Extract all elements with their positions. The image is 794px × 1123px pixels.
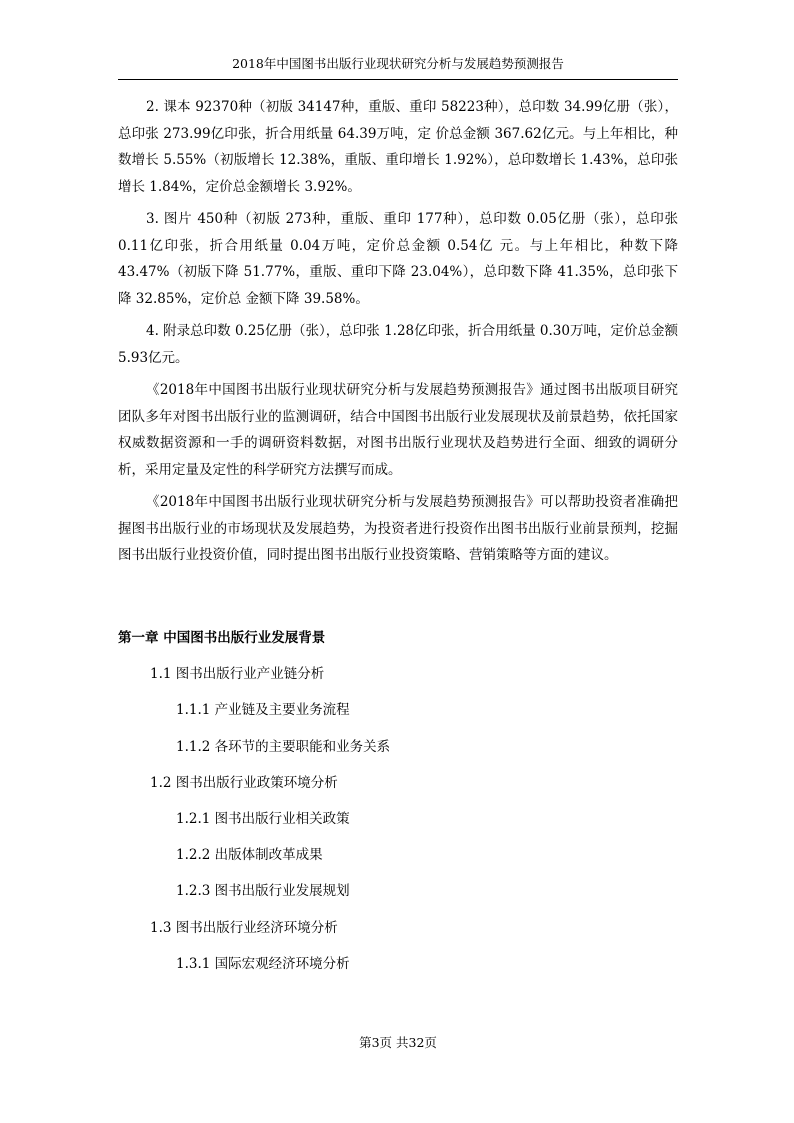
paragraph-pictures: 3. 图片 450种（初版 273种，重版、重印 177种），总印数 0.05亿册（张），总印张 0.11亿印张，折合用纸量 0.04万吨，定价总金额 0.54亿 元。与上年相比，种数下降 43.47%（初版下降 51.77%，重版、重印下降 23.04%），总印数下降 41.35%，总印张下降 32.85%，定价总 金额下降 39.58%。 [118,211,678,307]
toc-section-1-3: 1.3 图书出版行业经济环境分析 [150,919,338,936]
toc-section-1-3-1: 1.3.1 国际宏观经济环境分析 [176,955,350,972]
header-divider [118,79,678,80]
paragraph-textbooks: 2. 课本 92370种（初版 34147种，重版、重印 58223种），总印数 34.99亿册（张），总印张 273.99亿印张，折合用纸量 64.39万吨，定 价总金额 367.62亿元。与上年相比，种数增长 5.55%（初版增长 12.38%，重版、重印增长 1.92%），总印数增长 1.43%，总印张增长 1.84%，定价总金额增长 3.92%。 [118,99,678,195]
body-text [118,94,678,575]
toc-section-1-2: 1.2 图书出版行业政策环境分析 [150,774,338,791]
page-footer-number: 第3页 共32页 [359,1035,437,1050]
toc-section-1-1-1: 1.1.1 产业链及主要业务流程 [176,702,350,719]
toc-section-1-2-1: 1.2.1 图书出版行业相关政策 [176,810,350,827]
page-header-title: 2018年中国图书出版行业现状研究分析与发展趋势预测报告 [232,56,564,71]
toc-section-1-2-3: 1.2.3 图书出版行业发展规划 [176,883,350,900]
paragraph-report-value: 《2018年中国图书出版行业现状研究分析与发展趋势预测报告》可以帮助投资者准确把握图书出版行业的市场现状及发展趋势，为投资者进行投资作出图书出版行业前景预判，挖掘图书出版行业投资价值，同时提出图书出版行业投资策略、营销策略等方面的建议。 [118,494,678,563]
toc-section-1-1: 1.1 图书出版行业产业链分析 [150,666,325,683]
table-of-contents [118,628,678,990]
paragraph-report-intro: 《2018年中国图书出版行业现状研究分析与发展趋势预测报告》通过图书出版项目研究团队多年对图书出版行业的监测调研，结合中国图书出版行业发展现状及前景趋势，依托国家权威数据资源和一手的调研资料数据，对图书出版行业现状及趋势进行全面、细致的调研分析，采用定量及定性的科学研究方法撰写而成。 [118,382,678,478]
toc-section-1-1-2: 1.1.2 各环节的主要职能和业务关系 [176,738,391,755]
toc-chapter-1: 第一章 中国图书出版行业发展背景 [118,630,326,646]
toc-section-1-2-2: 1.2.2 出版体制改革成果 [176,847,323,864]
paragraph-appendix: 4. 附录总印数 0.25亿册（张），总印张 1.28亿印张，折合用纸量 0.30万吨，定价总金额 5.93亿元。 [118,323,678,366]
